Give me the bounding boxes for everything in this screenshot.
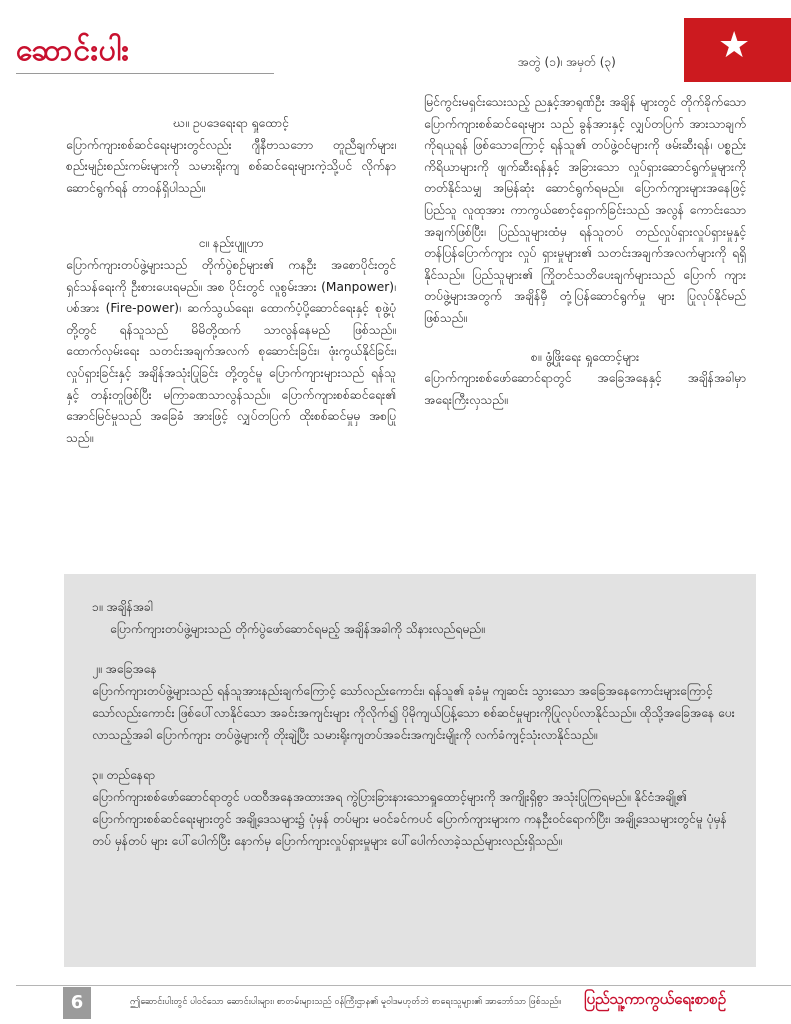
highlight-box (64, 574, 756, 967)
right-column (424, 92, 746, 411)
section-body-legal: ပြောက်ကျားစစ်ဆင်ရေးများတွင်လည်း ဂျီနီဗာသဘော တူညီချက်များ၊ စည်းမျဉ်းစည်းကမ်းများကို သမားရိုးကျ စစ်ဆင်ရေးများကဲ့သို့ပင် လိုက်နာဆောင်ရွက်ရန် တာဝန်ရှိပါသည်။ (66, 137, 396, 195)
left-column (66, 113, 396, 449)
box-item-body: ပြောက်ကျားတပ်ဖွဲ့များသည် တိုက်ပွဲဖော်ဆောင်ရမည့် အချိန်အခါကို သိနားလည်ရမည်။ (110, 622, 485, 636)
header-divider (16, 73, 274, 74)
section-heading-tactics: င။ နည်းပျူဟာ (198, 236, 264, 251)
right-intro-paragraph: မြင်ကွင်းမရှင်းသေးသည့် ညနှင့်အာရုဏ်ဦး အချိန် များတွင် တိုက်ခိုက်သော ပြောက်ကျားစစ်ဆင်ရေးများ သည် ခွန်အားနှင့် လျှပ်တပြက် အားသာချက်ကိုရယူရန် ဖြစ်သောကြောင့် ရန်သူ၏ တပ်ဖွဲ့ဝင်များကို ဖမ်းဆီးရန်၊ ပစ္စည်း ကိရိယာများကို ဖျက်ဆီးရန်နှင့် အခြားသော လှုပ်ရှားဆောင်ရွက်မှုများကို တတ်နိုင်သမျှ အမြန်ဆုံး ဆောင်ရွက်ရမည်။ ပြောက်ကျားများအနေဖြင့် ပြည်သူ လူထုအား ကာကွယ်စောင့်ရှောက်ခြင်းသည် အလွန် ကောင်းသော အချက်ဖြစ်ပြီး၊ ပြည်သူများထံမှ ရန်သူတပ် တည်လှုပ်ရှားလှုပ်ရှားမှုနှင့် တန်ပြန်ပြောက်ကျား လှုပ် ရှားမှုများ၏ သတင်းအချက်အလက်များကို ရရှိနိုင်သည်။ ပြည်သူများ၏ ကြိုတင်သတိပေးချက်များသည် ပြောက် ကျားတပ်ဖွဲ့များအတွက် အချိန်မှီ တုံ့ပြန်ဆောင်ရွက်မှု များ ပြုလုပ်နိုင်မည်ဖြစ်သည်။ (424, 95, 746, 325)
box-item-heading: ၃။ တည်နေရာ (92, 768, 156, 782)
issue-label: အတွဲ (၁)၊ အမှတ် (၃) (518, 55, 616, 69)
section-heading-development: စ။ ဖွံ့ဖြိုးရေး ရှုထောင့်များ (530, 349, 640, 364)
page-number: 6 (63, 987, 91, 1019)
footer-brand: ပြည်သူ့ကာကွယ်ရေးစာစဉ် (584, 990, 727, 1008)
section-body-development: ပြောက်ကျားစစ်ဖော်ဆောင်ရာတွင် အခြေအနေနှင့် အချိန်အခါမှာ အရေးကြီးလှသည်။ (424, 371, 746, 407)
star-icon: ★ (718, 25, 751, 66)
box-item-heading: ၂။ အခြေအနေ (92, 662, 157, 676)
footer-disclaimer: ဤဆောင်းပါးတွင် ပါဝင်သော ဆောင်းပါးများ၊ စာတမ်းများသည် ဝန်ကြီးဌာန၏ မူဝါဒမဟုတ်ဘဲ စာရေးသူများ၏ အာဘော်သာ ဖြစ်သည်။ (130, 997, 561, 1007)
masthead-title: ဆောင်းပါး (16, 33, 130, 68)
box-item-body: ပြောက်ကျားတပ်ဖွဲ့များသည် ရန်သူအားနည်းချက်ကြောင့် သော်လည်းကောင်း၊ ရန်သူ၏ ခုခံမှု ကျဆင်း သွားသော အခြေအနေကောင်းများကြောင့်သော်လည်းကောင်း ဖြစ်ပေါ်လာနိုင်သော အခင်းအကျင်းများ ကိုလိုက်၍ ပိုမိုကျယ်ပြန့်သော စစ်ဆင်မှုများကိုပြုလုပ်လာနိုင်သည်။ ထိုသို့အခြေအနေ ပေးလာသည့်အခါ ပြောက်ကျား တပ်ဖွဲ့များကို တိုးချဲ့ပြီး သမားရိုးကျတပ်အခင်းအကျင်းမျိုးကို လက်ခံကျင့်သုံးလာနိုင်သည်။ (92, 684, 735, 742)
box-item-heading: ၁။ အချိန်အခါ (92, 600, 153, 614)
section-heading-legal: ဃ။ ဥပဒေရေးရာ ရှုထောင့် (173, 116, 289, 130)
box-item-body: ပြောက်ကျားစစ်ဖော်ဆောင်ရာတွင် ပထဝီအနေအထားအရ ကွဲပြားခြားနားသောရှုထောင့်များကို အကျိုးရှိစွာ အသုံးပြုကြရမည်။ နိုင်ငံအချို့၏ ပြောက်ကျားစစ်ဆင်ရေးများတွင် အချို့ဒေသများ၌ ပုံမှန် တပ်များ မဝင်ခင်ကပင် ပြောက်ကျားများက ကနဦးဝင်ရောက်ပြီး၊ အချို့ဒေသများတွင်မူ ပုံမှန်တပ် မှန်တပ် များ ပေါ်ပေါက်ပြီး နောက်မှ ပြောက်ကျားလှုပ်ရှားမှုများ ပေါ်ပေါက်လာခဲ့သည်များလည်းရှိသည်။ (92, 790, 727, 848)
footer-divider (16, 985, 791, 986)
star-flag-icon (684, 18, 791, 82)
section-body-tactics: ပြောက်ကျားတပ်ဖွဲ့များသည် တိုက်ပွဲစဉ်များ၏ ကနဦး အစောပိုင်းတွင် ရှင်သန်ရေးကို ဦးစားပေးရမည်။ အစ ပိုင်းတွင် လူစွမ်းအား (Manpower)၊ ပစ်အား (Fire-power)၊ ဆက်သွယ်ရေး၊ ထောက်ပံ့ပို့ဆောင်ရေးနှင့် စုဖွဲ့ပုံတို့တွင် ရန်သူသည် မိမိတို့ထက် သာလွန်နေမည် ဖြစ်သည်။ ထောက်လှမ်းရေး သတင်းအချက်အလက် စုဆောင်းခြင်း၊ ဖုံးကွယ်နိုင်ခြင်း၊ လှုပ်ရှားခြင်းနှင့် အချိန်အသုံးပြုခြင်း တို့တွင်မူ ပြောက်ကျားများသည် ရန်သူနှင့် တန်းတူဖြစ်ပြီး မကြာခဏသာလွန်သည်။ ပြောက်ကျားစစ်ဆင်ရေး၏ အောင်မြင်မှုသည် အခြေခံ အားဖြင့် လျှပ်တပြက် ထိုးစစ်ဆင်မှုမှ အစပြုသည်။ (66, 257, 396, 445)
